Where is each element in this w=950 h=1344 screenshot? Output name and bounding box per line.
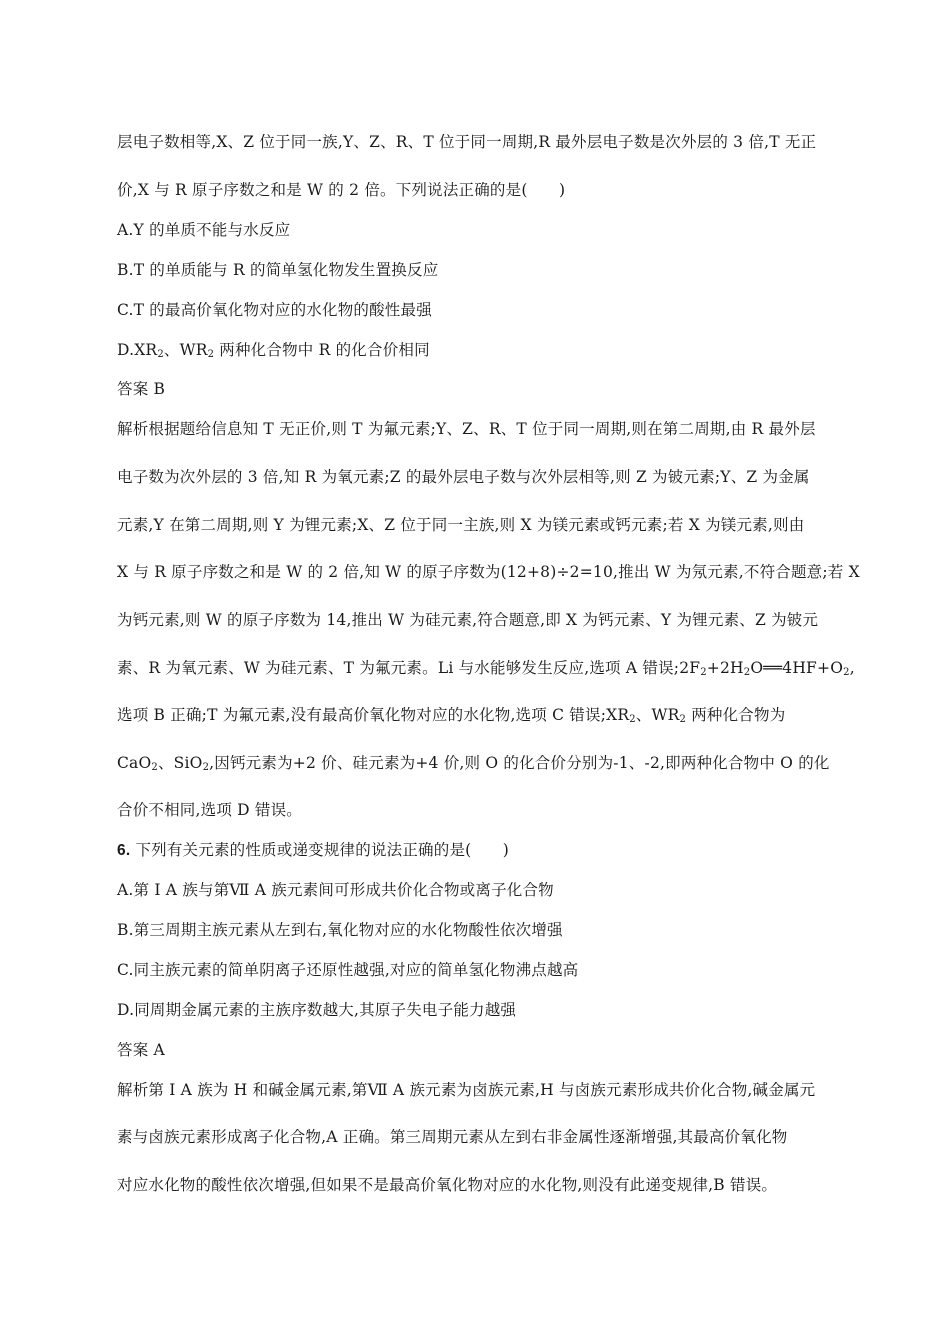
q5-explanation-5 — [117, 608, 837, 630]
q6-option-b — [117, 918, 837, 940]
text-run: 价,X 与 R 原子序数之和是 W 的 2 倍。下列说法正确的是( ) — [117, 181, 566, 199]
text-run: B.T 的单质能与 R 的简单氢化物发生置换反应 — [117, 261, 439, 279]
text-run: C.同主族元素的简单阴离子还原性越强,对应的简单氢化物沸点越高 — [117, 961, 579, 979]
q6-explanation-2 — [117, 1125, 837, 1147]
text-run: A.第 Ⅰ A 族与第Ⅶ A 族元素间可形成共价化合物或离子化合物 — [117, 881, 554, 899]
text-run: 电子数为次外层的 3 倍,知 R 为氧元素;Z 的最外层电子数与次外层相等,则 Z 为铍元素;Y、Z 为金属 — [117, 468, 810, 486]
text-run: +2H — [706, 659, 744, 677]
subscript: 2 — [151, 762, 158, 773]
q5-explanation-3 — [117, 513, 837, 535]
text-run: A.Y 的单质不能与水反应 — [117, 221, 291, 239]
text-run: 答案 B — [117, 380, 166, 398]
text-run: 选项 B 正确;T 为氟元素,没有最高价氧化物对应的水化物,选项 C 错误;XR — [117, 706, 630, 724]
text-run: D.XR — [117, 341, 158, 359]
q5-answer — [117, 377, 837, 399]
text-run: 元素,Y 在第二周期,则 Y 为锂元素;X、Z 位于同一主族,则 X 为镁元素或钙元素;若 X 为镁元素,则由 — [117, 516, 805, 534]
q6-option-c — [117, 958, 837, 980]
q5-option-a — [117, 218, 837, 240]
subscript: 2 — [157, 349, 164, 360]
q6-explanation-3 — [117, 1173, 837, 1195]
text-run: 层电子数相等,X、Z 位于同一族,Y、Z、R、T 位于同一周期,R 最外层电子数是次外层的 3 倍,T 无正 — [117, 133, 817, 151]
text-run: 答案 A — [117, 1041, 165, 1059]
text-run: 合价不相同,选项 D 错误。 — [117, 801, 303, 819]
text-run: X 与 R 原子序数之和是 W 的 2 倍,知 W 的原子序数为(12+8)÷2=10,推出 W 为氖元素,不符合题意;若 X — [117, 563, 860, 581]
text-run: 解析根据题给信息知 T 无正价,则 T 为氟元素;Y、Z、R、T 位于同一周期,则在第二周期,由 R 最外层 — [117, 420, 816, 438]
text-run: ,因钙元素为+2 价、硅元素为+4 价,则 O 的化合价分别为-1、-2,即两种化合物中 O 的化 — [209, 754, 830, 772]
text-run: C.T 的最高价氧化物对应的水化物的酸性最强 — [117, 301, 432, 319]
subscript: 2 — [202, 762, 210, 773]
q5-explanation-7 — [117, 703, 837, 725]
text-run: D.同周期金属元素的主族序数越大,其原子失电子能力越强 — [117, 1001, 517, 1019]
q6-explanation-1 — [117, 1078, 837, 1100]
q5-explanation-9 — [117, 798, 837, 820]
q5-stem-2 — [117, 178, 837, 200]
q5-explanation-2 — [117, 465, 837, 487]
q5-explanation-6 — [117, 656, 855, 678]
text-run: B.第三周期主族元素从左到右,氧化物对应的水化物酸性依次增强 — [117, 921, 563, 939]
subscript: 2 — [743, 667, 751, 678]
text-run: 解析第 Ⅰ A 族为 H 和碱金属元素,第Ⅶ A 族元素为卤族元素,H 与卤族元素形成共价化合物,碱金属元 — [117, 1081, 816, 1099]
text-run: 下列有关元素的性质或递变规律的说法正确的是( ) — [130, 841, 510, 859]
text-run: 为钙元素,则 W 的原子序数为 14,推出 W 为硅元素,符合题意,即 X 为钙元素、Y 为锂元素、Z 为铍元 — [117, 611, 819, 629]
q5-explanation-1 — [117, 417, 837, 439]
text-run: 两种化合物为 — [686, 706, 786, 724]
question-number: 6. — [117, 842, 131, 859]
q5-stem-1 — [117, 130, 837, 152]
subscript: 2 — [679, 714, 687, 725]
q5-option-c — [117, 298, 837, 320]
text-run: 对应水化物的酸性依次增强,但如果不是最高价氧化物对应的水化物,则没有此递变规律,B 错误。 — [117, 1176, 778, 1194]
text-run: 素与卤族元素形成离子化合物,A 正确。第三周期元素从左到右非金属性逐渐增强,其最高价氧化物 — [117, 1128, 788, 1146]
q5-option-b — [117, 258, 837, 280]
text-run: , — [849, 659, 855, 677]
subscript: 2 — [700, 667, 707, 678]
text-run: 、SiO — [157, 754, 203, 772]
subscript: 2 — [629, 714, 636, 725]
q5-option-d — [117, 338, 837, 360]
subscript: 2 — [207, 349, 215, 360]
q6-stem — [117, 838, 837, 860]
text-run: 素、R 为氧元素、W 为硅元素、T 为氟元素。Li 与水能够发生反应,选项 A 错误;2F — [117, 659, 701, 677]
subscript: 2 — [843, 667, 850, 678]
text-run: 、WR — [635, 706, 680, 724]
text-run: 两种化合物中 R 的化合价相同 — [214, 341, 430, 359]
q5-explanation-4 — [117, 560, 860, 582]
q6-option-a — [117, 878, 837, 900]
text-run: O══4HF+O — [750, 659, 844, 677]
text-run: CaO — [117, 754, 152, 772]
text-run: 、WR — [163, 341, 208, 359]
q6-answer — [117, 1038, 837, 1060]
q5-explanation-8 — [117, 751, 837, 773]
q6-option-d — [117, 998, 837, 1020]
